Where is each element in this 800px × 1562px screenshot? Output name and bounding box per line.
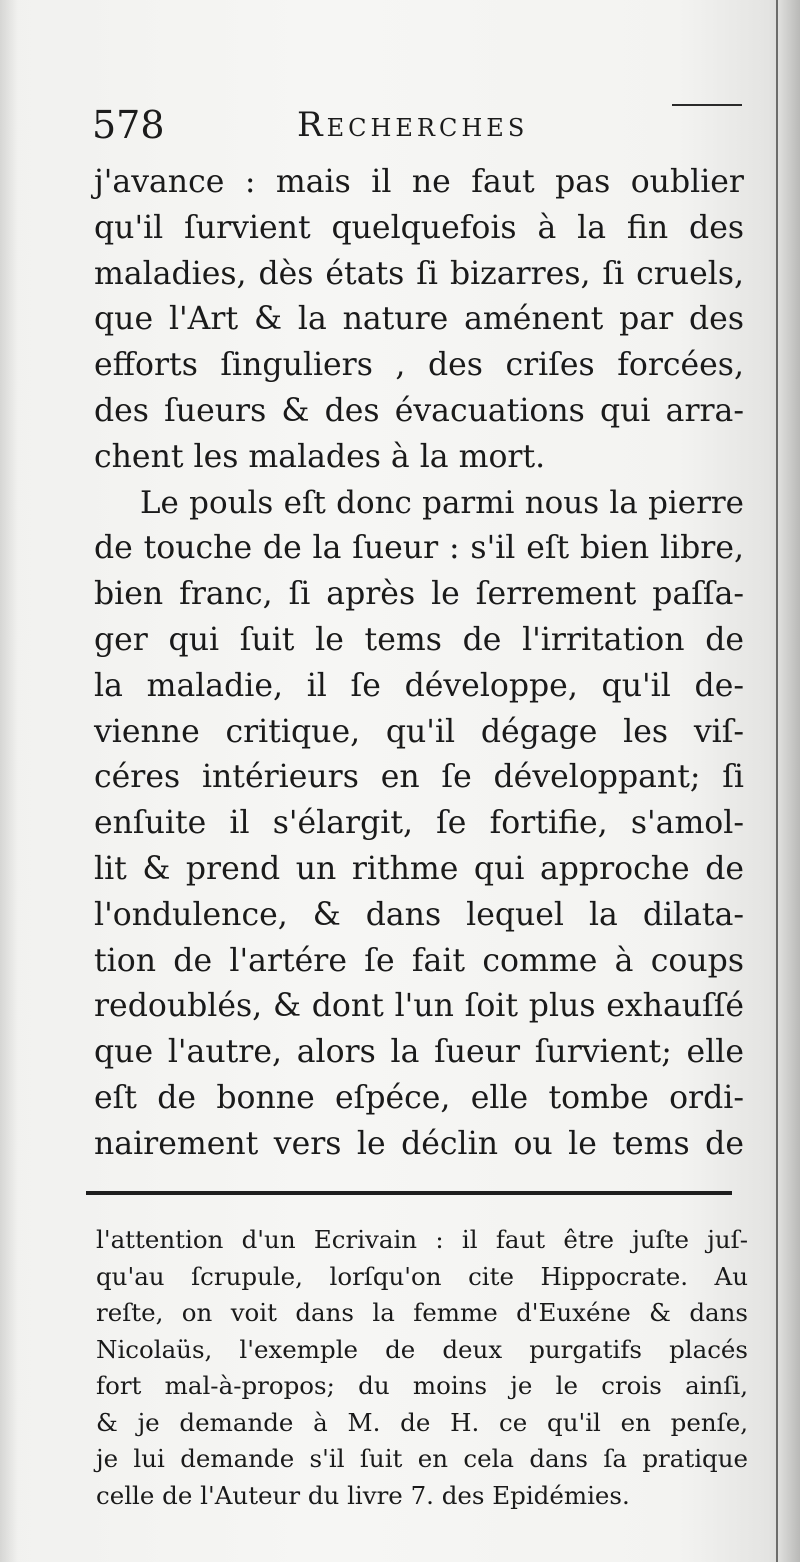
page-header: [92, 100, 742, 150]
page-gutter: [776, 0, 800, 1562]
body-line: efforts ſinguliers , des criſes forcées,: [94, 347, 744, 384]
page-edge-shadow: [0, 0, 18, 1562]
body-line: vienne critique, qu'il dégage les viſ-: [94, 713, 744, 750]
body-line: céres intérieurs en ſe développant; ſi: [94, 759, 744, 796]
body-line: j'avance : mais il ne faut pas oublier: [94, 164, 744, 200]
footnote-line: je lui demande s'il ſuit en cela dans ſa pratique: [96, 1444, 748, 1473]
body-line: ger qui ſuit le tems de l'irritation de: [94, 621, 744, 658]
body-line: enſuite il s'élargit, ſe fortifie, s'amol-: [94, 805, 744, 842]
body-line: nairement vers le déclin ou le tems de: [94, 1125, 744, 1162]
footnote-line: celle de l'Auteur du livre 7. des Epidémies.: [96, 1480, 630, 1510]
page-number: 578: [92, 103, 165, 147]
body-text: [94, 160, 744, 1168]
body-line: chent les malades à la mort.: [94, 438, 546, 475]
body-line: redoublés, & dont l'un ſoit plus exhauſſé: [94, 988, 744, 1025]
body-line: l'ondulence, & dans lequel la dilata-: [94, 896, 744, 933]
footnote-line: reſte, on voit dans la femme d'Euxéne & dans: [96, 1298, 748, 1327]
body-line: qu'il ſurvient quelquefois à la fin des: [94, 209, 744, 246]
footnote: [96, 1222, 748, 1514]
footnote-line: l'attention d'un Ecrivain : il faut être juſte juſ-: [96, 1225, 748, 1254]
body-line: que l'autre, alors la ſueur ſurvient; elle: [94, 1034, 744, 1071]
body-line: Le pouls eſt donc parmi nous la pierre: [140, 484, 744, 521]
body-line: que l'Art & la nature aménent par des: [94, 301, 744, 338]
running-title: Recherches: [297, 105, 529, 145]
footnote-line: Nicolaüs, l'exemple de deux purgatifs placés: [96, 1334, 748, 1364]
body-line: maladies, dès états ſi bizarres, ſi cruels,: [94, 255, 744, 292]
footnote-rule: [86, 1191, 732, 1195]
footnote-line: fort mal-à-propos; du moins je le crois ainſi,: [96, 1371, 748, 1400]
body-line: de touche de la ſueur : s'il eſt bien libre,: [94, 530, 744, 567]
body-line: tion de l'artére ſe fait comme à coups: [94, 942, 744, 979]
body-line: bien franc, ſi après le ſerrement paſſa-: [94, 576, 744, 613]
footnote-line: & je demande à M. de H. ce qu'il en penſe,: [96, 1407, 748, 1437]
body-line: des ſueurs & des évacuations qui arra-: [94, 392, 744, 429]
body-line: la maladie, il ſe développe, qu'il de-: [94, 667, 744, 704]
body-line: lit & prend un rithme qui approche de: [94, 850, 744, 887]
header-rule: [672, 104, 742, 106]
body-line: eſt de bonne eſpéce, elle tombe ordi-: [94, 1079, 744, 1116]
footnote-line: qu'au ſcrupule, lorſqu'on cite Hippocrate. Au: [96, 1261, 748, 1291]
